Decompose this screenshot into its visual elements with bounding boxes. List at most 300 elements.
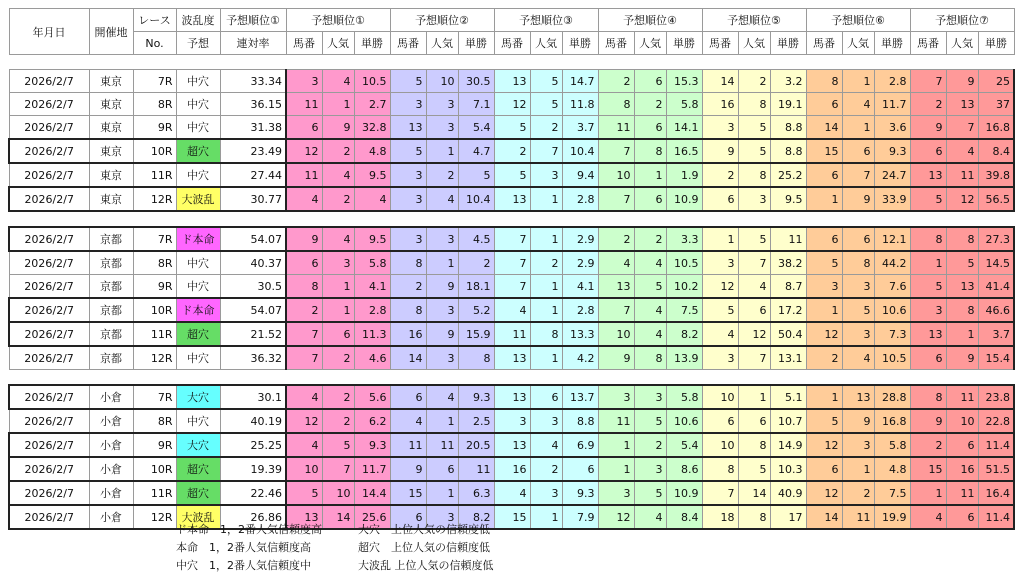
horse-number: 1 — [598, 457, 634, 481]
horse-number: 9 — [598, 346, 634, 370]
popularity: 1 — [842, 457, 874, 481]
horse-number: 3 — [702, 251, 738, 275]
popularity: 7 — [738, 346, 770, 370]
win-odds: 12.1 — [874, 227, 910, 251]
horse-number: 13 — [910, 322, 946, 346]
win-odds: 25.2 — [770, 163, 806, 187]
popularity: 3 — [426, 298, 458, 322]
win-odds: 6.3 — [458, 481, 494, 505]
horse-number: 15 — [806, 139, 842, 163]
win-odds: 2.7 — [354, 93, 390, 116]
win-odds: 37 — [978, 93, 1014, 116]
upset-badge: 中穴 — [176, 116, 220, 140]
horse-number: 3 — [390, 187, 426, 211]
horse-number: 7 — [286, 346, 322, 370]
horse-number: 3 — [598, 385, 634, 409]
popularity: 9 — [426, 275, 458, 299]
win-odds: 3.7 — [978, 322, 1014, 346]
legend-row — [176, 539, 494, 557]
date-cell: 2026/2/7 — [9, 433, 89, 457]
venue-cell: 東京 — [89, 187, 133, 211]
popularity: 11 — [426, 433, 458, 457]
popularity: 5 — [530, 93, 562, 116]
popularity: 1 — [738, 385, 770, 409]
horse-number: 2 — [598, 227, 634, 251]
win-odds: 3.6 — [874, 116, 910, 140]
win-odds: 5.8 — [666, 385, 702, 409]
win-odds: 11.4 — [978, 505, 1014, 529]
win-odds: 7.1 — [458, 93, 494, 116]
popularity: 2 — [842, 481, 874, 505]
popularity: 7 — [738, 251, 770, 275]
popularity: 1 — [426, 481, 458, 505]
table-row — [9, 251, 1014, 275]
date-cell: 2026/2/7 — [9, 139, 89, 163]
horse-number: 1 — [702, 227, 738, 251]
win-odds: 2.8 — [562, 187, 598, 211]
horse-number: 6 — [806, 227, 842, 251]
horse-number: 1 — [910, 481, 946, 505]
popularity: 4 — [946, 139, 978, 163]
header-upset-pred: 予想 — [176, 32, 220, 55]
header-win: 単勝 — [562, 32, 598, 55]
horse-number: 6 — [390, 505, 426, 529]
horse-number: 9 — [910, 409, 946, 433]
horse-number: 3 — [598, 481, 634, 505]
win-odds: 15.9 — [458, 322, 494, 346]
horse-number: 4 — [702, 322, 738, 346]
win-odds: 19.9 — [874, 505, 910, 529]
win-odds: 3.2 — [770, 70, 806, 93]
horse-number: 1 — [806, 298, 842, 322]
rate-cell: 33.34 — [220, 70, 286, 93]
rate-cell: 30.1 — [220, 385, 286, 409]
legend-right: 超穴 上位人気の信頼度低 — [358, 541, 490, 554]
race-cell: 12R — [133, 346, 176, 370]
win-odds: 6.2 — [354, 409, 390, 433]
header-venue: 開催地 — [89, 9, 133, 55]
win-odds: 7.3 — [874, 322, 910, 346]
popularity: 8 — [946, 298, 978, 322]
venue-cell: 東京 — [89, 163, 133, 187]
table-row — [9, 505, 1014, 529]
date-cell: 2026/2/7 — [9, 409, 89, 433]
popularity: 4 — [842, 93, 874, 116]
spacer-cell — [9, 370, 1014, 386]
horse-number: 2 — [286, 298, 322, 322]
win-odds: 17.2 — [770, 298, 806, 322]
horse-number: 6 — [702, 187, 738, 211]
win-odds: 2.8 — [354, 298, 390, 322]
win-odds: 5 — [458, 163, 494, 187]
popularity: 3 — [842, 433, 874, 457]
popularity: 5 — [530, 70, 562, 93]
popularity: 8 — [738, 505, 770, 529]
horse-number: 5 — [806, 251, 842, 275]
venue-cell: 京都 — [89, 298, 133, 322]
race-cell: 9R — [133, 116, 176, 140]
venue-cell: 東京 — [89, 116, 133, 140]
rate-cell: 19.39 — [220, 457, 286, 481]
horse-number: 12 — [806, 481, 842, 505]
popularity: 12 — [946, 187, 978, 211]
popularity: 3 — [426, 346, 458, 370]
rate-cell: 21.52 — [220, 322, 286, 346]
win-odds: 5.4 — [666, 433, 702, 457]
date-cell: 2026/2/7 — [9, 298, 89, 322]
horse-number: 8 — [702, 457, 738, 481]
win-odds: 10.5 — [874, 346, 910, 370]
popularity: 1 — [322, 93, 354, 116]
popularity: 5 — [738, 116, 770, 140]
horse-number: 1 — [806, 385, 842, 409]
win-odds: 8.8 — [562, 409, 598, 433]
popularity: 3 — [530, 481, 562, 505]
table-row — [9, 116, 1014, 140]
rate-cell: 40.19 — [220, 409, 286, 433]
horse-number: 13 — [286, 505, 322, 529]
horse-number: 3 — [702, 116, 738, 140]
win-odds: 13.3 — [562, 322, 598, 346]
race-cell: 8R — [133, 409, 176, 433]
win-odds: 10.5 — [666, 251, 702, 275]
win-odds: 25.6 — [354, 505, 390, 529]
win-odds: 6 — [562, 457, 598, 481]
table-row — [9, 275, 1014, 299]
horse-number: 4 — [286, 385, 322, 409]
header-subrow — [9, 32, 1014, 55]
win-odds: 15.3 — [666, 70, 702, 93]
venue-cell: 京都 — [89, 275, 133, 299]
date-cell: 2026/2/7 — [9, 251, 89, 275]
prediction-table — [8, 8, 1015, 530]
popularity: 2 — [426, 163, 458, 187]
popularity: 1 — [530, 275, 562, 299]
header-win: 単勝 — [874, 32, 910, 55]
win-odds: 24.7 — [874, 163, 910, 187]
popularity: 10 — [322, 481, 354, 505]
legend-row — [176, 557, 494, 575]
win-odds: 8.8 — [770, 139, 806, 163]
win-odds: 5.6 — [354, 385, 390, 409]
upset-badge: 大穴 — [176, 433, 220, 457]
upset-badge: 中穴 — [176, 409, 220, 433]
popularity: 14 — [322, 505, 354, 529]
venue-cell: 小倉 — [89, 385, 133, 409]
race-cell: 10R — [133, 457, 176, 481]
popularity: 13 — [946, 93, 978, 116]
win-odds: 28.8 — [874, 385, 910, 409]
header-win: 単勝 — [666, 32, 702, 55]
horse-number: 18 — [702, 505, 738, 529]
header-race-no: No. — [133, 32, 176, 55]
header-horse: 馬番 — [598, 32, 634, 55]
section-spacer — [9, 211, 1014, 227]
popularity: 8 — [738, 433, 770, 457]
horse-number: 4 — [910, 505, 946, 529]
table-row — [9, 409, 1014, 433]
popularity: 1 — [530, 187, 562, 211]
race-cell: 11R — [133, 163, 176, 187]
table-row — [9, 163, 1014, 187]
venue-cell: 京都 — [89, 251, 133, 275]
race-cell: 9R — [133, 433, 176, 457]
win-odds: 10.7 — [770, 409, 806, 433]
win-odds: 50.4 — [770, 322, 806, 346]
horse-number: 12 — [702, 275, 738, 299]
popularity: 5 — [322, 433, 354, 457]
horse-number: 6 — [806, 93, 842, 116]
win-odds: 11.4 — [978, 433, 1014, 457]
popularity: 4 — [426, 385, 458, 409]
win-odds: 15.4 — [978, 346, 1014, 370]
upset-badge: ド本命 — [176, 298, 220, 322]
popularity: 9 — [946, 346, 978, 370]
popularity: 4 — [634, 251, 666, 275]
header-win: 単勝 — [458, 32, 494, 55]
prediction-spreadsheet — [8, 8, 1015, 530]
horse-number: 3 — [390, 227, 426, 251]
legend-right: 大波乱 上位人気の信頼度低 — [358, 559, 494, 572]
win-odds: 51.5 — [978, 457, 1014, 481]
popularity: 2 — [322, 346, 354, 370]
win-odds: 5.2 — [458, 298, 494, 322]
table-row — [9, 346, 1014, 370]
popularity: 1 — [530, 346, 562, 370]
horse-number: 3 — [390, 93, 426, 116]
win-odds: 9.5 — [770, 187, 806, 211]
horse-number: 4 — [494, 298, 530, 322]
legend-left: 中穴 1，2番人気信頼度中 — [176, 559, 311, 572]
popularity: 3 — [426, 93, 458, 116]
venue-cell: 京都 — [89, 346, 133, 370]
horse-number: 11 — [390, 433, 426, 457]
rate-cell: 26.86 — [220, 505, 286, 529]
date-cell: 2026/2/7 — [9, 187, 89, 211]
popularity: 3 — [426, 505, 458, 529]
upset-badge: 中穴 — [176, 251, 220, 275]
horse-number: 2 — [910, 93, 946, 116]
win-odds: 46.6 — [978, 298, 1014, 322]
popularity: 4 — [634, 322, 666, 346]
horse-number: 7 — [598, 187, 634, 211]
date-cell: 2026/2/7 — [9, 227, 89, 251]
win-odds: 3.3 — [666, 227, 702, 251]
win-odds: 16.4 — [978, 481, 1014, 505]
win-odds: 4.7 — [458, 139, 494, 163]
win-odds: 1.9 — [666, 163, 702, 187]
horse-number: 9 — [702, 139, 738, 163]
win-odds: 4 — [354, 187, 390, 211]
horse-number: 7 — [702, 481, 738, 505]
horse-number: 13 — [910, 163, 946, 187]
win-odds: 11 — [458, 457, 494, 481]
horse-number: 7 — [494, 275, 530, 299]
horse-number: 4 — [598, 251, 634, 275]
popularity: 1 — [842, 70, 874, 93]
header-pop: 人気 — [842, 32, 874, 55]
win-odds: 13.9 — [666, 346, 702, 370]
header-horse: 馬番 — [494, 32, 530, 55]
win-odds: 2.9 — [562, 227, 598, 251]
horse-number: 9 — [910, 116, 946, 140]
popularity: 3 — [842, 275, 874, 299]
win-odds: 10.6 — [874, 298, 910, 322]
win-odds: 16.5 — [666, 139, 702, 163]
horse-number: 7 — [598, 298, 634, 322]
win-odds: 3.7 — [562, 116, 598, 140]
horse-number: 7 — [286, 322, 322, 346]
rate-cell: 30.5 — [220, 275, 286, 299]
win-odds: 8.7 — [770, 275, 806, 299]
win-odds: 22.8 — [978, 409, 1014, 433]
popularity: 6 — [738, 298, 770, 322]
win-odds: 2.8 — [874, 70, 910, 93]
race-cell: 8R — [133, 251, 176, 275]
horse-number: 6 — [390, 385, 426, 409]
popularity: 11 — [842, 505, 874, 529]
win-odds: 11.7 — [354, 457, 390, 481]
win-odds: 5.8 — [666, 93, 702, 116]
win-odds: 16.8 — [978, 116, 1014, 140]
popularity: 6 — [322, 322, 354, 346]
win-odds: 2.8 — [562, 298, 598, 322]
horse-number: 12 — [494, 93, 530, 116]
rate-cell: 54.07 — [220, 298, 286, 322]
horse-number: 12 — [286, 409, 322, 433]
win-odds: 10.4 — [562, 139, 598, 163]
table-row — [9, 433, 1014, 457]
win-odds: 8.4 — [978, 139, 1014, 163]
horse-number: 6 — [910, 139, 946, 163]
horse-number: 11 — [286, 163, 322, 187]
popularity: 2 — [634, 433, 666, 457]
legend-left: 本命 1，2番人気信頼度高 — [176, 541, 311, 554]
win-odds: 2.9 — [562, 251, 598, 275]
horse-number: 15 — [910, 457, 946, 481]
popularity: 7 — [530, 139, 562, 163]
win-odds: 5.1 — [770, 385, 806, 409]
popularity: 2 — [322, 385, 354, 409]
win-odds: 9.3 — [874, 139, 910, 163]
rate-cell: 30.77 — [220, 187, 286, 211]
win-odds: 10.2 — [666, 275, 702, 299]
horse-number: 3 — [806, 275, 842, 299]
rate-cell: 27.44 — [220, 163, 286, 187]
upset-badge: 中穴 — [176, 70, 220, 93]
popularity: 2 — [322, 409, 354, 433]
header-pop: 人気 — [530, 32, 562, 55]
horse-number: 13 — [494, 70, 530, 93]
popularity: 9 — [842, 409, 874, 433]
win-odds: 14.4 — [354, 481, 390, 505]
horse-number: 13 — [494, 433, 530, 457]
horse-number: 3 — [286, 70, 322, 93]
race-cell: 11R — [133, 322, 176, 346]
header-race: レース — [133, 9, 176, 32]
win-odds: 40.9 — [770, 481, 806, 505]
legend-right: 大穴 上位人気の信頼度低 — [358, 523, 490, 536]
horse-number: 13 — [390, 116, 426, 140]
horse-number: 13 — [494, 187, 530, 211]
win-odds: 17 — [770, 505, 806, 529]
header-group: 予想順位③ — [494, 9, 598, 32]
legend-left: ド本命 1，2番人気信頼度高 — [176, 523, 322, 536]
win-odds: 2 — [458, 251, 494, 275]
popularity: 7 — [322, 457, 354, 481]
win-odds: 4.8 — [354, 139, 390, 163]
horse-number: 14 — [806, 505, 842, 529]
horse-number: 10 — [598, 163, 634, 187]
popularity: 1 — [530, 298, 562, 322]
win-odds: 32.8 — [354, 116, 390, 140]
header-pop: 人気 — [426, 32, 458, 55]
popularity: 5 — [738, 457, 770, 481]
popularity: 6 — [634, 70, 666, 93]
upset-badge: ド本命 — [176, 227, 220, 251]
win-odds: 9.4 — [562, 163, 598, 187]
popularity: 1 — [426, 139, 458, 163]
horse-number: 16 — [702, 93, 738, 116]
popularity: 2 — [634, 227, 666, 251]
horse-number: 16 — [494, 457, 530, 481]
upset-badge: 大波乱 — [176, 505, 220, 529]
date-cell: 2026/2/7 — [9, 457, 89, 481]
win-odds: 8.4 — [666, 505, 702, 529]
horse-number: 7 — [494, 251, 530, 275]
horse-number: 10 — [702, 433, 738, 457]
upset-badge: 超穴 — [176, 322, 220, 346]
popularity: 11 — [946, 481, 978, 505]
horse-number: 6 — [806, 457, 842, 481]
popularity: 12 — [738, 322, 770, 346]
horse-number: 11 — [494, 322, 530, 346]
horse-number: 12 — [806, 433, 842, 457]
race-cell: 11R — [133, 481, 176, 505]
horse-number: 8 — [910, 385, 946, 409]
win-odds: 9.5 — [354, 163, 390, 187]
popularity: 10 — [426, 70, 458, 93]
horse-number: 9 — [390, 457, 426, 481]
win-odds: 14.9 — [770, 433, 806, 457]
popularity: 5 — [738, 139, 770, 163]
popularity: 5 — [634, 275, 666, 299]
date-cell: 2026/2/7 — [9, 346, 89, 370]
horse-number: 14 — [702, 70, 738, 93]
date-cell: 2026/2/7 — [9, 275, 89, 299]
popularity: 3 — [530, 163, 562, 187]
date-cell: 2026/2/7 — [9, 93, 89, 116]
header-pop: 人気 — [322, 32, 354, 55]
date-cell: 2026/2/7 — [9, 163, 89, 187]
popularity: 3 — [842, 322, 874, 346]
race-cell: 8R — [133, 93, 176, 116]
header-group: 予想順位② — [390, 9, 494, 32]
upset-badge: 超穴 — [176, 139, 220, 163]
horse-number: 2 — [494, 139, 530, 163]
race-cell: 12R — [133, 505, 176, 529]
win-odds: 10.9 — [666, 481, 702, 505]
horse-number: 16 — [390, 322, 426, 346]
header-group: 予想順位① — [286, 9, 390, 32]
upset-badge: 中穴 — [176, 93, 220, 116]
win-odds: 10.3 — [770, 457, 806, 481]
win-odds: 18.1 — [458, 275, 494, 299]
upset-badge: 大波乱 — [176, 187, 220, 211]
popularity: 4 — [322, 227, 354, 251]
win-odds: 4.1 — [354, 275, 390, 299]
race-cell: 7R — [133, 70, 176, 93]
